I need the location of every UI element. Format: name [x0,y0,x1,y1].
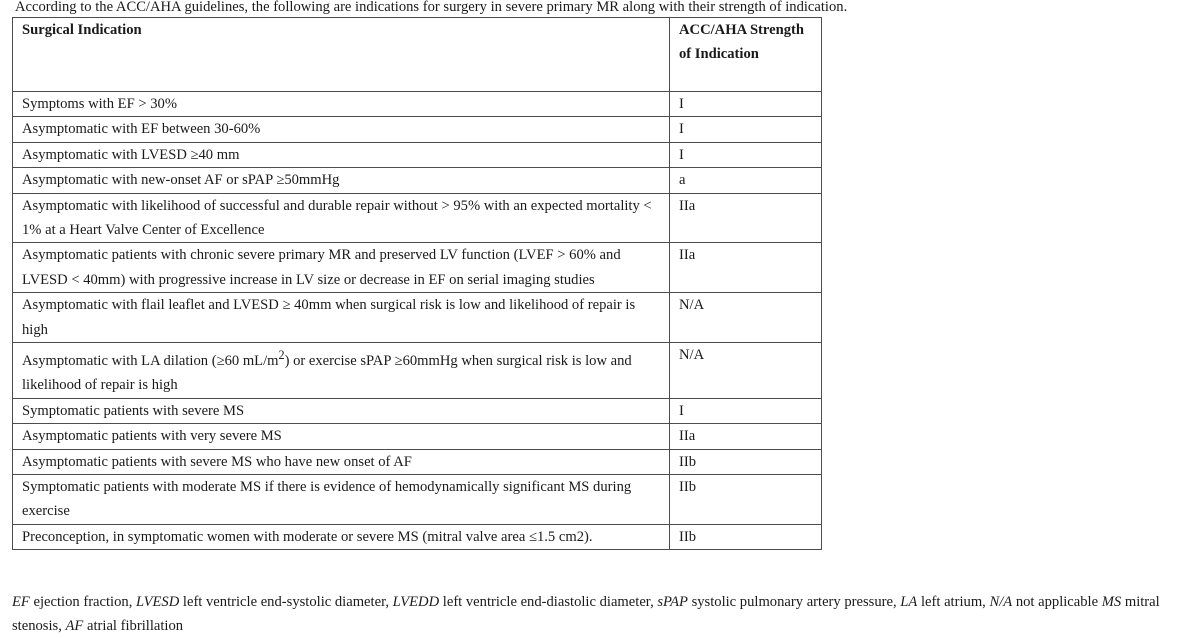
strength-cell: N/A [670,343,822,399]
indication-cell: Symptomatic patients with moderate MS if there is evidence of hemodynamically significant MS during exercise [13,474,670,524]
table-header-row [13,18,822,92]
def-lvesd: left ventricle end-systolic diameter, [179,594,393,610]
table-row [13,293,822,343]
abbr-ef: EF [12,594,30,610]
indication-cell: Preconception, in symptomatic women with moderate or severe MS (mitral valve area ≤1.5 cm2). [13,524,670,549]
indication-text-after: ) or exercise sPAP ≥60mmHg when surgical risk is low and likelihood of repair is high [22,352,632,394]
indication-cell: Symptoms with EF > 30% [13,92,670,117]
indication-cell [13,343,670,399]
def-lvedd: left ventricle end-diastolic diameter, [439,594,658,610]
indication-cell: Asymptomatic patients with very severe MS [13,424,670,449]
table-row [13,193,822,243]
strength-cell: a [670,168,822,193]
strength-cell: IIb [670,474,822,524]
abbr-lvesd: LVESD [136,594,180,610]
strength-cell: I [670,398,822,423]
def-spap: systolic pulmonary artery pressure, [687,594,901,610]
def-ms: mitral stenosis, [12,594,1160,634]
indication-cell: Asymptomatic with flail leaflet and LVESD ≥ 40mm when surgical risk is low and likelihood of repair is high [13,293,670,343]
table-row [13,168,822,193]
abbr-na: N/A [989,594,1013,610]
table-row [13,424,822,449]
strength-cell: IIb [670,449,822,474]
indication-cell: Asymptomatic with likelihood of successful and durable repair without > 95% with an expected mortality < 1% at a Heart Valve Center of Excellence [13,193,670,243]
strength-cell: IIa [670,193,822,243]
indication-cell: Asymptomatic with LVESD ≥40 mm [13,142,670,167]
table-row [13,524,822,549]
strength-cell: I [670,117,822,142]
abbr-spap: sPAP [657,594,688,610]
table-footnote [12,590,1182,638]
superscript-2: 2 [278,348,285,363]
strength-cell: IIa [670,243,822,293]
intro-text: According to the ACC/AHA guidelines, the following are indications for surgery in severe primary MR along with their strength of indication. [15,0,848,15]
indication-cell: Asymptomatic patients with chronic severe primary MR and preserved LV function (LVEF > 60% and LVESD < 40mm) with progressive increase in LV size or decrease in EF on serial imaging studies [13,243,670,293]
strength-cell: IIb [670,524,822,549]
abbr-la: LA [900,594,918,610]
indication-text-before: Asymptomatic with LA dilation (≥60 mL/m [22,352,279,369]
strength-cell: IIa [670,424,822,449]
table-row [13,117,822,142]
indication-cell: Symptomatic patients with severe MS [13,398,670,423]
table-row [13,398,822,423]
table-row [13,474,822,524]
abbr-lvedd: LVEDD [392,594,440,610]
def-na: not applicable [1012,594,1102,610]
def-af: atrial fibrillation [83,618,184,634]
abbr-ms: MS [1101,594,1122,610]
table-row [13,343,822,399]
indication-cell: Asymptomatic patients with severe MS who have new onset of AF [13,449,670,474]
table-row [13,449,822,474]
table-row [13,92,822,117]
table-row [13,142,822,167]
strength-cell: I [670,92,822,117]
def-ef: ejection fraction, [29,594,137,610]
indication-cell: Asymptomatic with EF between 30-60% [13,117,670,142]
strength-cell: I [670,142,822,167]
def-la: left atrium, [917,594,990,610]
header-surgical-indication: Surgical Indication [13,18,670,92]
abbr-af: AF [65,618,84,634]
strength-cell: N/A [670,293,822,343]
header-strength-of-indication: ACC/AHA Strength of Indication [670,18,822,92]
indications-table [12,17,822,550]
table-row [13,243,822,293]
indication-cell: Asymptomatic with new-onset AF or sPAP ≥50mmHg [13,168,670,193]
